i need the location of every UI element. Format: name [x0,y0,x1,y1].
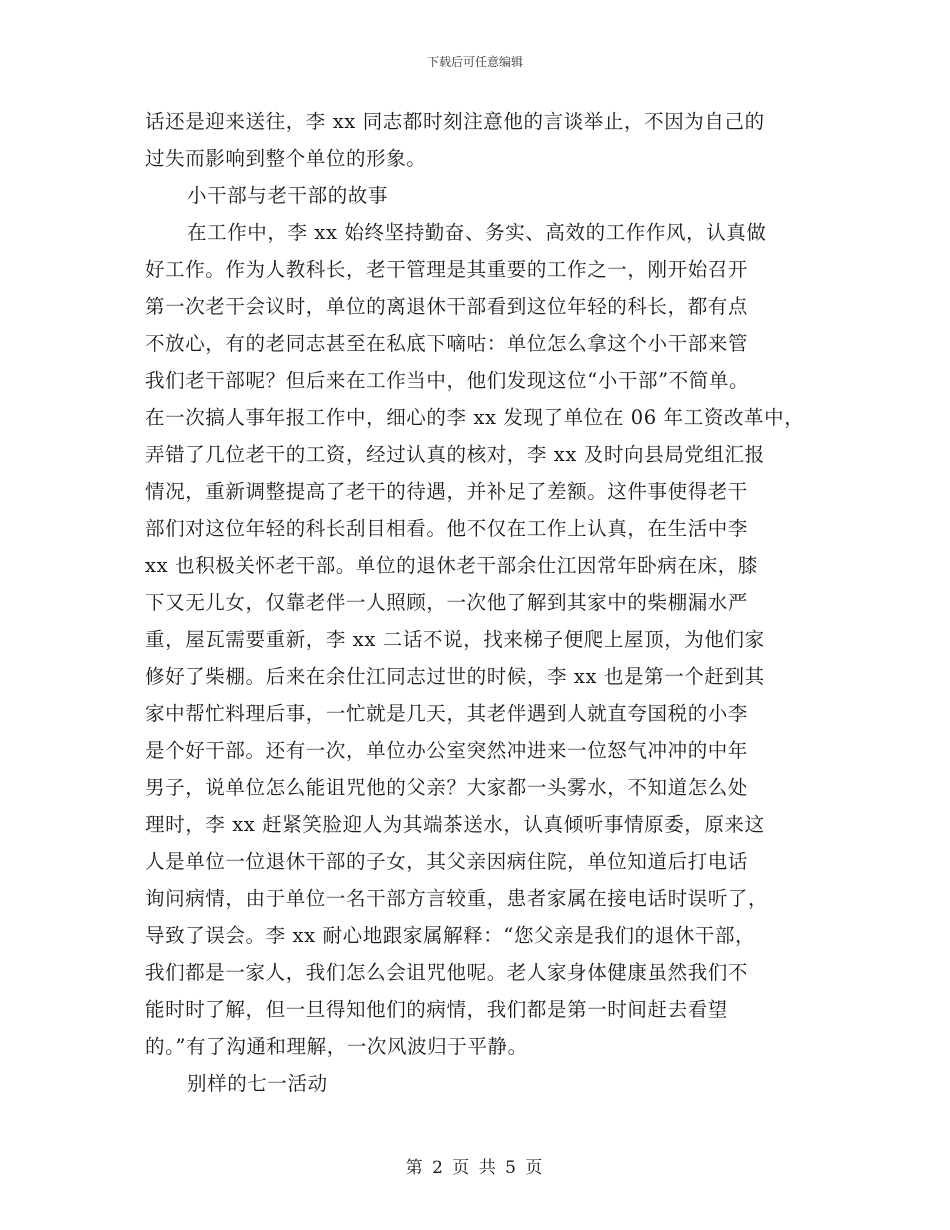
section-heading: 别样的七一活动 [187,1072,328,1095]
text-line: 我们老干部呢？但后来在工作当中，他们发现这位“小干部”不简单。 [145,369,750,392]
page-number: 第 2 页 共 5 页 [405,1158,545,1178]
text-line: 询问病情，由于单位一名干部方言较重，患者家属在接电话时误听了， [145,887,769,910]
text-line: 部们对这位年轻的科长刮目相看。他不仅在工作上认真，在生活中李 [145,517,749,540]
text-line: 第一次老干会议时，单位的离退休干部看到这位年轻的科长，都有点 [145,295,749,318]
text-line: 在工作中，李 xx 始终坚持勤奋、务实、高效的工作作风，认真做 [187,221,767,244]
section-heading: 小干部与老干部的故事 [187,184,389,207]
text-line: 好工作。作为人教科长，老干管理是其重要的工作之一，刚开始召开 [145,258,749,281]
text-line: 家中帮忙料理后事，一忙就是几天，其老伴遇到人就直夸国税的小李 [145,702,749,725]
text-line: 男子，说单位怎么能诅咒他的父亲？大家都一头雾水，不知道怎么处 [145,776,749,799]
text-line: 能时时了解，但一旦得知他们的病情，我们都是第一时间赶去看望 [145,998,728,1021]
text-line: 人是单位一位退休干部的子女，其父亲因病住院，单位知道后打电话 [145,850,749,873]
text-line: 不放心，有的老同志甚至在私底下嘀咕：单位怎么拿这个小干部来管 [145,332,749,355]
text-line: 重，屋瓦需要重新，李 xx 二话不说，找来梯子便爬上屋顶，为他们家 [145,628,765,651]
text-line: 修好了柴棚。后来在余仕江同志过世的时候，李 xx 也是第一个赶到其 [145,665,765,688]
text-line: 情况，重新调整提高了老干的待遇，并补足了差额。这件事使得老干 [145,480,749,503]
text-line: 话还是迎来送往，李 xx 同志都时刻注意他的言谈举止，不因为自己的 [145,110,765,133]
text-line: 是个好干部。还有一次，单位办公室突然冲进来一位怒气冲冲的中年 [145,739,749,762]
header-note: 下载后可任意编辑 [426,55,523,69]
text-line: 理时，李 xx 赶紧笑脸迎人为其端茶送水，认真倾听事情原委，原来这 [145,813,765,836]
text-line: 我们都是一家人，我们怎么会诅咒他呢。老人家身体健康虽然我们不 [145,961,749,984]
text-line: 在一次搞人事年报工作中，细心的李 xx 发现了单位在 06 年工资改革中， [145,406,805,429]
text-line: xx 也积极关怀老干部。单位的退休老干部余仕江因常年卧病在床，膝 [145,554,758,577]
text-line: 导致了误会。李 xx 耐心地跟家属解释：“您父亲是我们的退休干部， [145,924,756,947]
text-line: 弄错了几位老干的工资，经过认真的核对，李 xx 及时向县局党组汇报 [145,443,765,466]
text-line: 过失而影响到整个单位的形象。 [145,147,427,170]
text-line: 的。”有了沟通和理解，一次风波归于平静。 [145,1035,528,1058]
text-line: 下又无儿女，仅靠老伴一人照顾，一次他了解到其家中的柴棚漏水严 [145,591,749,614]
